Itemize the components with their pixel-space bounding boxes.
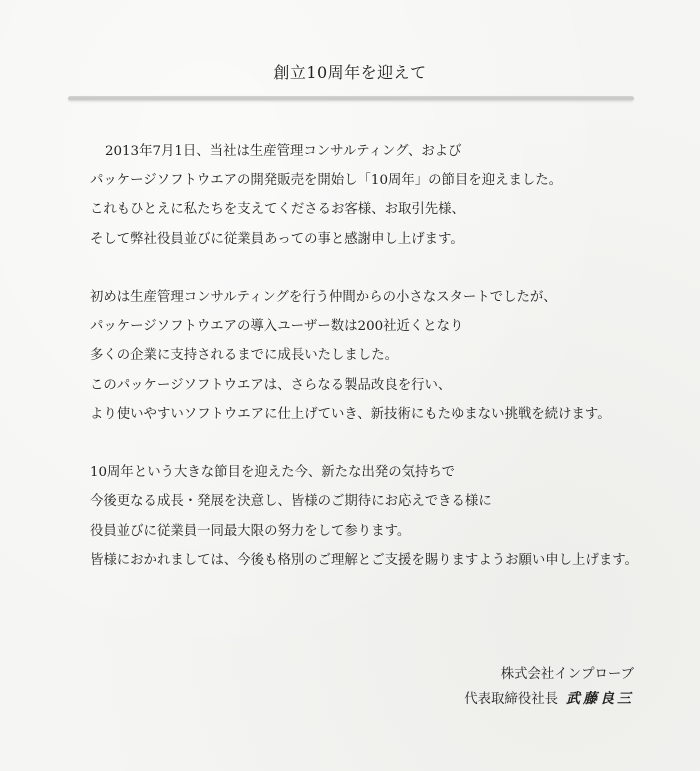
company-name: 株式会社インプローブ <box>500 667 634 682</box>
paragraph-line: 初めは生産管理コンサルティングを行う仲間からの小さなスタートでしたが、 <box>90 290 557 305</box>
message-body <box>90 137 680 604</box>
signer-row <box>464 687 634 712</box>
signer-name: 武藤良三 <box>566 691 634 707</box>
paragraph-1 <box>90 137 680 254</box>
paragraph-line: 10周年という大きな節目を迎えた今、新たな出発の気持ちで <box>90 465 456 481</box>
paragraph-line: パッケージソフトウエアの開発販売を開始し「10周年」の節目を迎えました。 <box>90 173 563 189</box>
title-divider <box>68 96 634 101</box>
paragraph-line: 役員並びに従業員一同最大限の努力をして参ります。 <box>90 523 411 539</box>
paragraph-3 <box>90 458 680 575</box>
paragraph-line: より使いやすいソフトウエアに仕上げていき、新技術にもたゆまない挑戦を続けます。 <box>90 406 611 422</box>
page-title: 創立10周年を迎えて <box>273 63 427 82</box>
paragraph-line: 皆様におかれましては、今後も格別のご理解とご支援を賜りますようお願い申し上げます。 <box>90 552 638 568</box>
paragraph-line: そして弊社役員並びに従業員あっての事と感謝申し上げます。 <box>90 231 464 247</box>
paragraph-2 <box>90 283 680 429</box>
paragraph-line: 多くの企業に支持されるまでに成長いたしました。 <box>90 348 398 364</box>
paragraph-line: このパッケージソフトウエアは、さらなる製品改良を行い、 <box>90 377 452 393</box>
signature-block <box>464 663 634 712</box>
paragraph-line: パッケージソフトウエアの導入ユーザー数は200社近くとなり <box>90 319 464 335</box>
signer-title: 代表取締役社長 <box>464 692 558 707</box>
paragraph-line: 今後更なる成長・発展を決意し、皆様のご期待にお応えできる様に <box>90 494 492 510</box>
paragraph-line: これもひとえに私たちを支えてくださるお客様、お取引先様、 <box>90 202 465 218</box>
paragraph-line: 2013年7月1日、当社は生産管理コンサルティング、および <box>105 144 462 159</box>
